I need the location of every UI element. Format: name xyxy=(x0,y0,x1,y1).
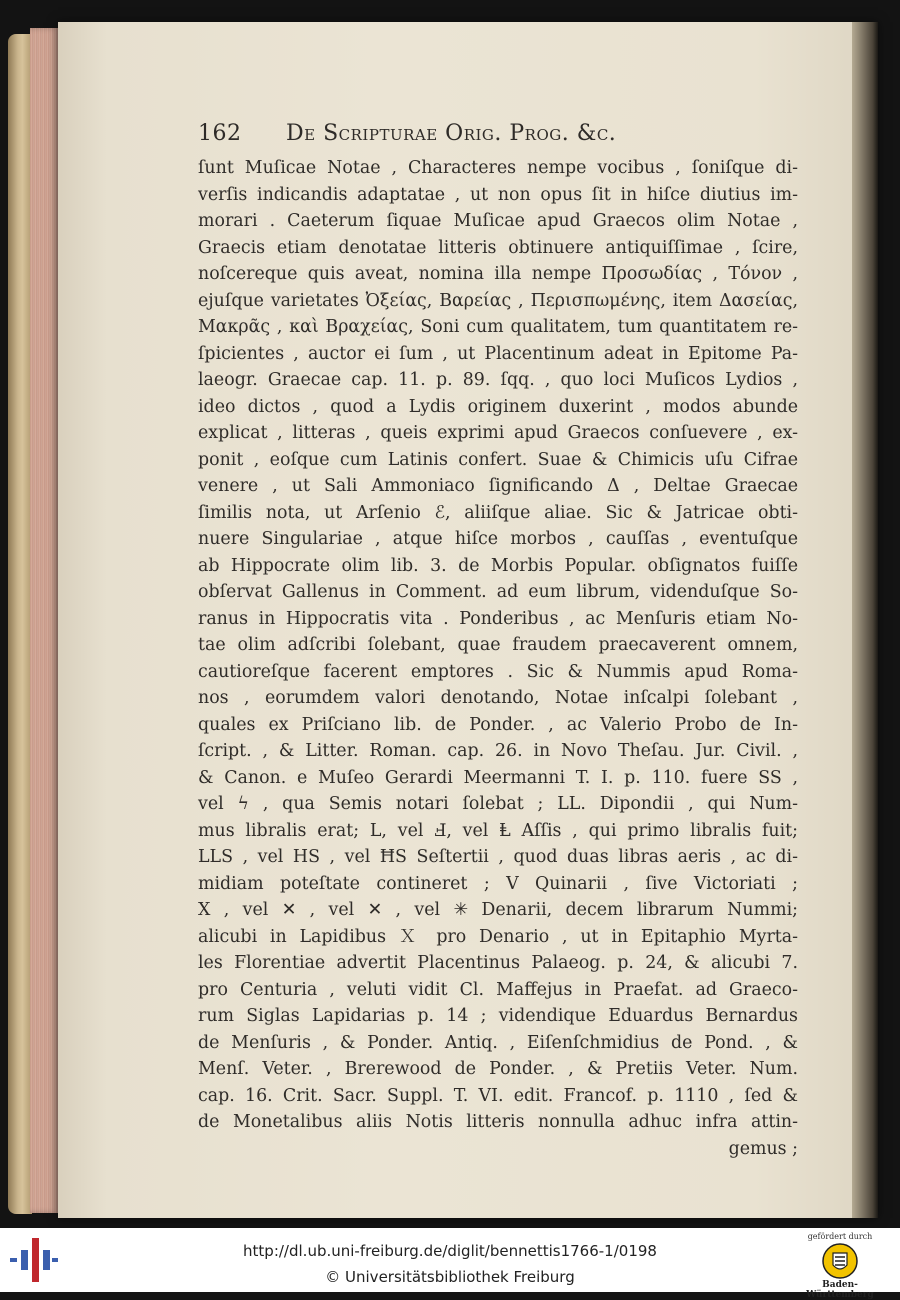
text-line: noſcereque quis aveat, nomina illa nempe Προσωδίας , Τόνον , xyxy=(198,264,798,284)
text-line: vel ϟ , qua Semis notari ſolebat ; LL. Dipondii , qui Num- xyxy=(198,794,798,814)
text-line: Μακρᾶς , καὶ Βραχείας, Soni cum qualitatem, tum quantitatem re- xyxy=(198,317,798,337)
text-line: mus libralis erat; L, vel Ⅎ, vel Ⱡ Aſſis , qui primo libralis fuit; xyxy=(198,820,798,841)
text-line: nuere Singulariae , atque hiſce morbos , cauſſas , eventuſque xyxy=(198,529,798,549)
sponsor-label: gefördert durch xyxy=(807,1232,873,1241)
text-line: ranus in Hippocratis vita . Ponderibus , ac Menſuris etiam No- xyxy=(198,608,798,629)
text-line: cautioreſque facerent emptores . Sic & Nummis apud Roma- xyxy=(198,661,798,682)
book-cover-edge xyxy=(8,34,32,1214)
text-line: laeogr. Graecae cap. 11. p. 89. ſqq. , quo loci Muſicos Lydios , xyxy=(198,370,798,390)
viewer-footer xyxy=(0,1228,900,1300)
text-line: ſpicientes , auctor ei ſum , ut Placentinum adeat in Epitome Pa- xyxy=(198,343,798,364)
text-line: quales ex Priſciano lib. de Ponder. , ac Valerio Probo de In- xyxy=(198,714,798,735)
running-title: De Scripturae Orig. Prog. &c. xyxy=(286,121,617,146)
text-line: Graecis etiam denotatae litteris obtinuere antiquiſſimae , ſcire, xyxy=(198,237,798,258)
text-line: rum Siglas Lapidarias p. 14 ; videndique Eduardus Bernardus xyxy=(198,1006,798,1026)
body-text xyxy=(198,155,798,1159)
text-line: explicat , litteras , queis exprimi apud Graecos conſuevere , ex- xyxy=(198,423,798,443)
text-line: verſis indicandis adaptatae , ut non opus ſit in hiſce diutius im- xyxy=(198,184,798,205)
copyright-text: © Universitätsbibliothek Freiburg xyxy=(325,1268,575,1286)
baden-wuerttemberg-crest-icon xyxy=(821,1243,859,1279)
page-number: 162 xyxy=(198,121,242,146)
text-line: X , vel ✕ , vel ✕ , vel ✳ Denarii, decem librarum Nummi; xyxy=(198,900,798,920)
text-line: cap. 16. Crit. Sacr. Suppl. T. VI. edit. Francof. p. 1110 , ſed & xyxy=(198,1085,798,1106)
page-edges xyxy=(30,28,60,1213)
text-line: LLS , vel HS , vel ĦS Seſtertii , quod duas libras aeris , ac di- xyxy=(198,847,798,867)
text-line: ponit , eoſque cum Latinis confert. Suae & Chimicis uſu Cifrae xyxy=(198,449,798,470)
text-line: ſimilis nota, ut Arſenio ℰ, aliiſque aliae. Sic & Jatricae obti- xyxy=(198,502,798,523)
text-line: de Menſuris , & Ponder. Antiq. , Eiſenſchmidius de Pond. , & xyxy=(198,1032,798,1053)
text-line: gemus ; xyxy=(728,1138,798,1159)
text-line: de Monetalibus aliis Notis litteris nonnulla adhuc infra attin- xyxy=(198,1112,798,1132)
text-line: ſcript. , & Litter. Roman. cap. 26. in Novo Theſau. Jur. Civil. , xyxy=(198,741,798,761)
text-line: Menſ. Veter. , Brerewood de Ponder. , & Pretiis Veter. Num. xyxy=(198,1059,798,1079)
page-heading xyxy=(198,121,738,157)
book-gutter-shadow xyxy=(852,22,878,1218)
document-url-link[interactable]: http://dl.ub.uni-freiburg.de/diglit/bennettis1766-1/0198 xyxy=(243,1242,657,1260)
text-line: nos , eorumdem valori denotando, Notae inſcalpi ſolebant , xyxy=(198,688,798,708)
text-line: ab Hippocrate olim lib. 3. de Morbis Popular. obſignatos fuiſſe xyxy=(198,555,798,576)
sponsor-badge xyxy=(790,1232,890,1300)
text-line: pro Centuria , veluti vidit Cl. Maffejus in Praefat. ad Graeco- xyxy=(198,979,798,1000)
text-line: venere , ut Sali Ammoniaco ſignificando Δ , Deltae Graecae xyxy=(198,476,798,496)
text-line: alicubi in Lapidibus Ｘ pro Denario , ut in Epitaphio Myrta- xyxy=(198,926,798,947)
text-line: midiam poteſtate contineret ; V Quinarii , ſive Victoriati ; xyxy=(198,873,798,894)
text-line: & Canon. e Muſeo Gerardi Meermanni T. I. p. 110. fuere SS , xyxy=(198,767,798,788)
text-line: ſunt Muſicae Notae , Characteres nempe vocibus , ſoniſque di- xyxy=(198,158,798,178)
sponsor-name: Baden-Württemberg xyxy=(806,1280,874,1300)
text-line: obſervat Gallenus in Comment. ad eum librum, videnduſque So- xyxy=(198,582,798,602)
text-line: tae olim adſcribi ſolebant, quae fraudem praecaverent omnem, xyxy=(198,635,798,655)
text-line: ejuſque varietates Ὀξείας, Βαρείας , Περισπωμένης, item Δασείας, xyxy=(198,290,798,311)
text-line: ideo dictos , quod a Lydis originem duxerint , modos abunde xyxy=(198,396,798,417)
text-line: les Florentiae advertit Placentinus Palaeog. p. 24, & alicubi 7. xyxy=(198,953,798,973)
text-line: morari . Caeterum ſiquae Muſicae apud Graecos olim Notae , xyxy=(198,211,798,231)
